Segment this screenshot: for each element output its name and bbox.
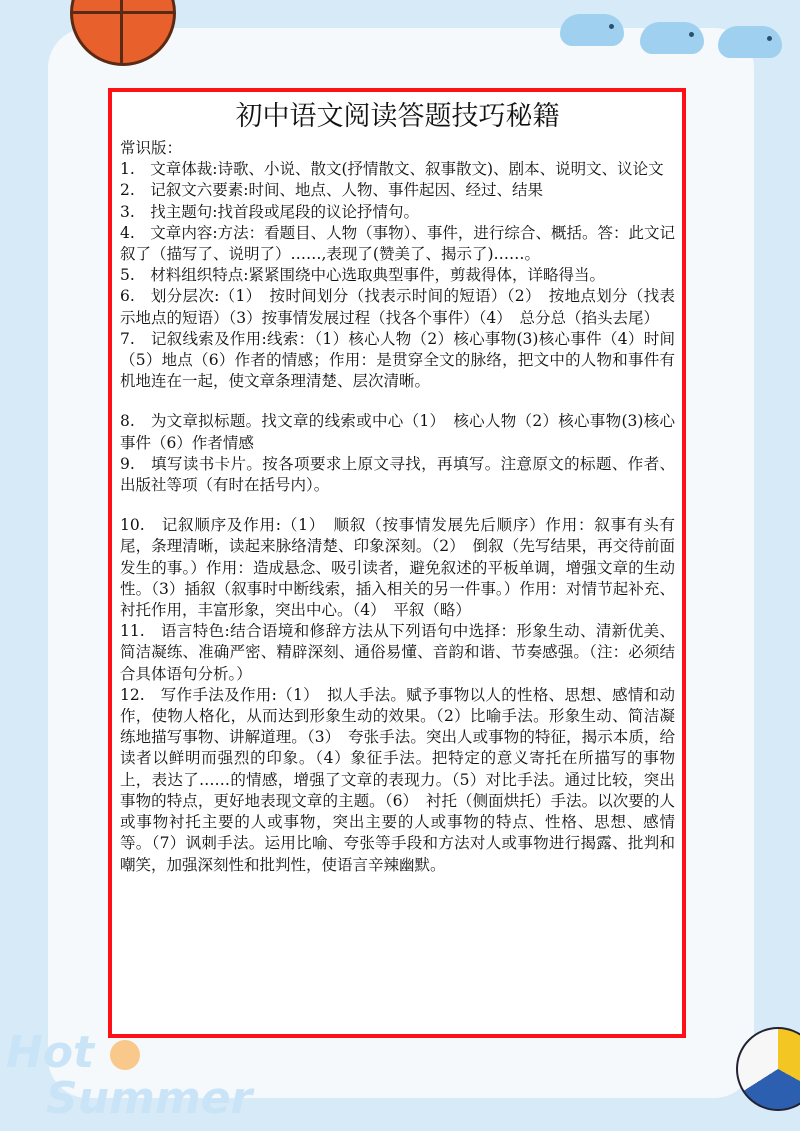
spacer <box>120 496 675 515</box>
list-item: 10. 记叙顺序及作用:（1） 顺叙（按事情发展先后顺序）作用：叙事有头有尾，条理清晰，读起来脉络清楚、印象深刻。（2） 倒叙（先写结果，再交待前面发生的事。）作用：造成悬念、吸引读者，避免叙述的平板单调，增强文章的生动性。（3）插叙（叙事时中断线索，插入相关的另一件事。）作用：对情节起补充、衬托作用，丰富形象，突出中心。（4） 平叙（略） <box>120 516 675 620</box>
list-item: 7. 记叙线索及作用:线索：（1）核心人物（2）核心事物(3)核心事件（4）时间（5）地点（6）作者的情感；作用：是贯穿全文的脉络，把文中的人物和事件有机地连在一起，使文章条理清楚、层次清晰。 <box>120 329 675 391</box>
whale-icon <box>560 14 624 46</box>
decoration-text-hot: Hot <box>6 1027 95 1078</box>
list-item: 8. 为文章拟标题。找文章的线索或中心（1） 核心人物（2）核心事物(3)核心事件（6）作者情感 <box>120 412 675 452</box>
list-item: 4. 文章内容:方法：看题目、人物（事物）、事件，进行综合、概括。答：此文记叙了（描写了、说明了）……,表现了(赞美了、揭示了)……。 <box>120 223 675 264</box>
spacer <box>120 392 675 411</box>
list-item: 9. 填写读书卡片。按各项要求上原文寻找，再填写。注意原文的标题、作者、出版社等项（有时在括号内）。 <box>120 454 675 495</box>
document-body <box>120 138 675 876</box>
list-item: 2. 记叙文六要素:时间、地点、人物、事件起因、经过、结果 <box>120 181 544 200</box>
document-frame <box>108 88 686 1038</box>
decoration-text-summer: Summer <box>46 1073 253 1124</box>
list-item: 11. 语言特色:结合语境和修辞方法从下列语句中选择：形象生动、清新优美、简洁凝练、准确严密、精辟深刻、通俗易懂、音韵和谐、节奏感强。（注：必须结合具体语句分析。） <box>120 622 675 683</box>
list-item: 12. 写作手法及作用:（1） 拟人手法。赋予事物以人的性格、思想、感情和动作，使物人格化，从而达到形象生动的效果。（2）比喻手法。形象生动、简洁凝练地描写事物、讲解道理。（3） 夸张手法。突出人或事物的特征，揭示本质，给读者以鲜明而强烈的印象。（4）象征手法。把特定的意义寄托在所描写的事物上，表达了……的情感，增强了文章的表现力。（5）对比手法。通过比较，突出事物的特点，更好地表现文章的主题。（6） 衬托（侧面烘托）手法。以次要的人或事物衬托主要的人或事物，突出主要的人或事物的特点、性格、思想、感情等。（7）讽刺手法。运用比喻、夸张等手段和方法对人或事物进行揭露、批判和嘲笑，加强深刻性和批判性，使语言辛辣幽默。 <box>120 685 675 874</box>
whale-icon <box>718 26 782 58</box>
list-item: 1. 文章体裁:诗歌、小说、散文(抒情散文、叙事散文)、剧本、说明文、议论文 <box>120 160 664 179</box>
whale-icon <box>640 22 704 54</box>
subtitle: 常识版： <box>120 139 183 157</box>
list-item: 5. 材料组织特点:紧紧围绕中心选取典型事件，剪裁得体，详略得当。 <box>120 266 606 285</box>
hot-summer-decoration <box>6 1027 253 1124</box>
list-item: 3. 找主题句:找首段或尾段的议论抒情句。 <box>120 202 420 221</box>
page-title: 初中语文阅读答题技巧秘籍 <box>235 101 560 132</box>
list-item: 6. 划分层次:（1） 按时间划分（找表示时间的短语）（2） 按地点划分（找表示地点的短语）（3）按事情发展过程（找各个事件）（4） 总分总（掐头去尾） <box>120 287 675 327</box>
